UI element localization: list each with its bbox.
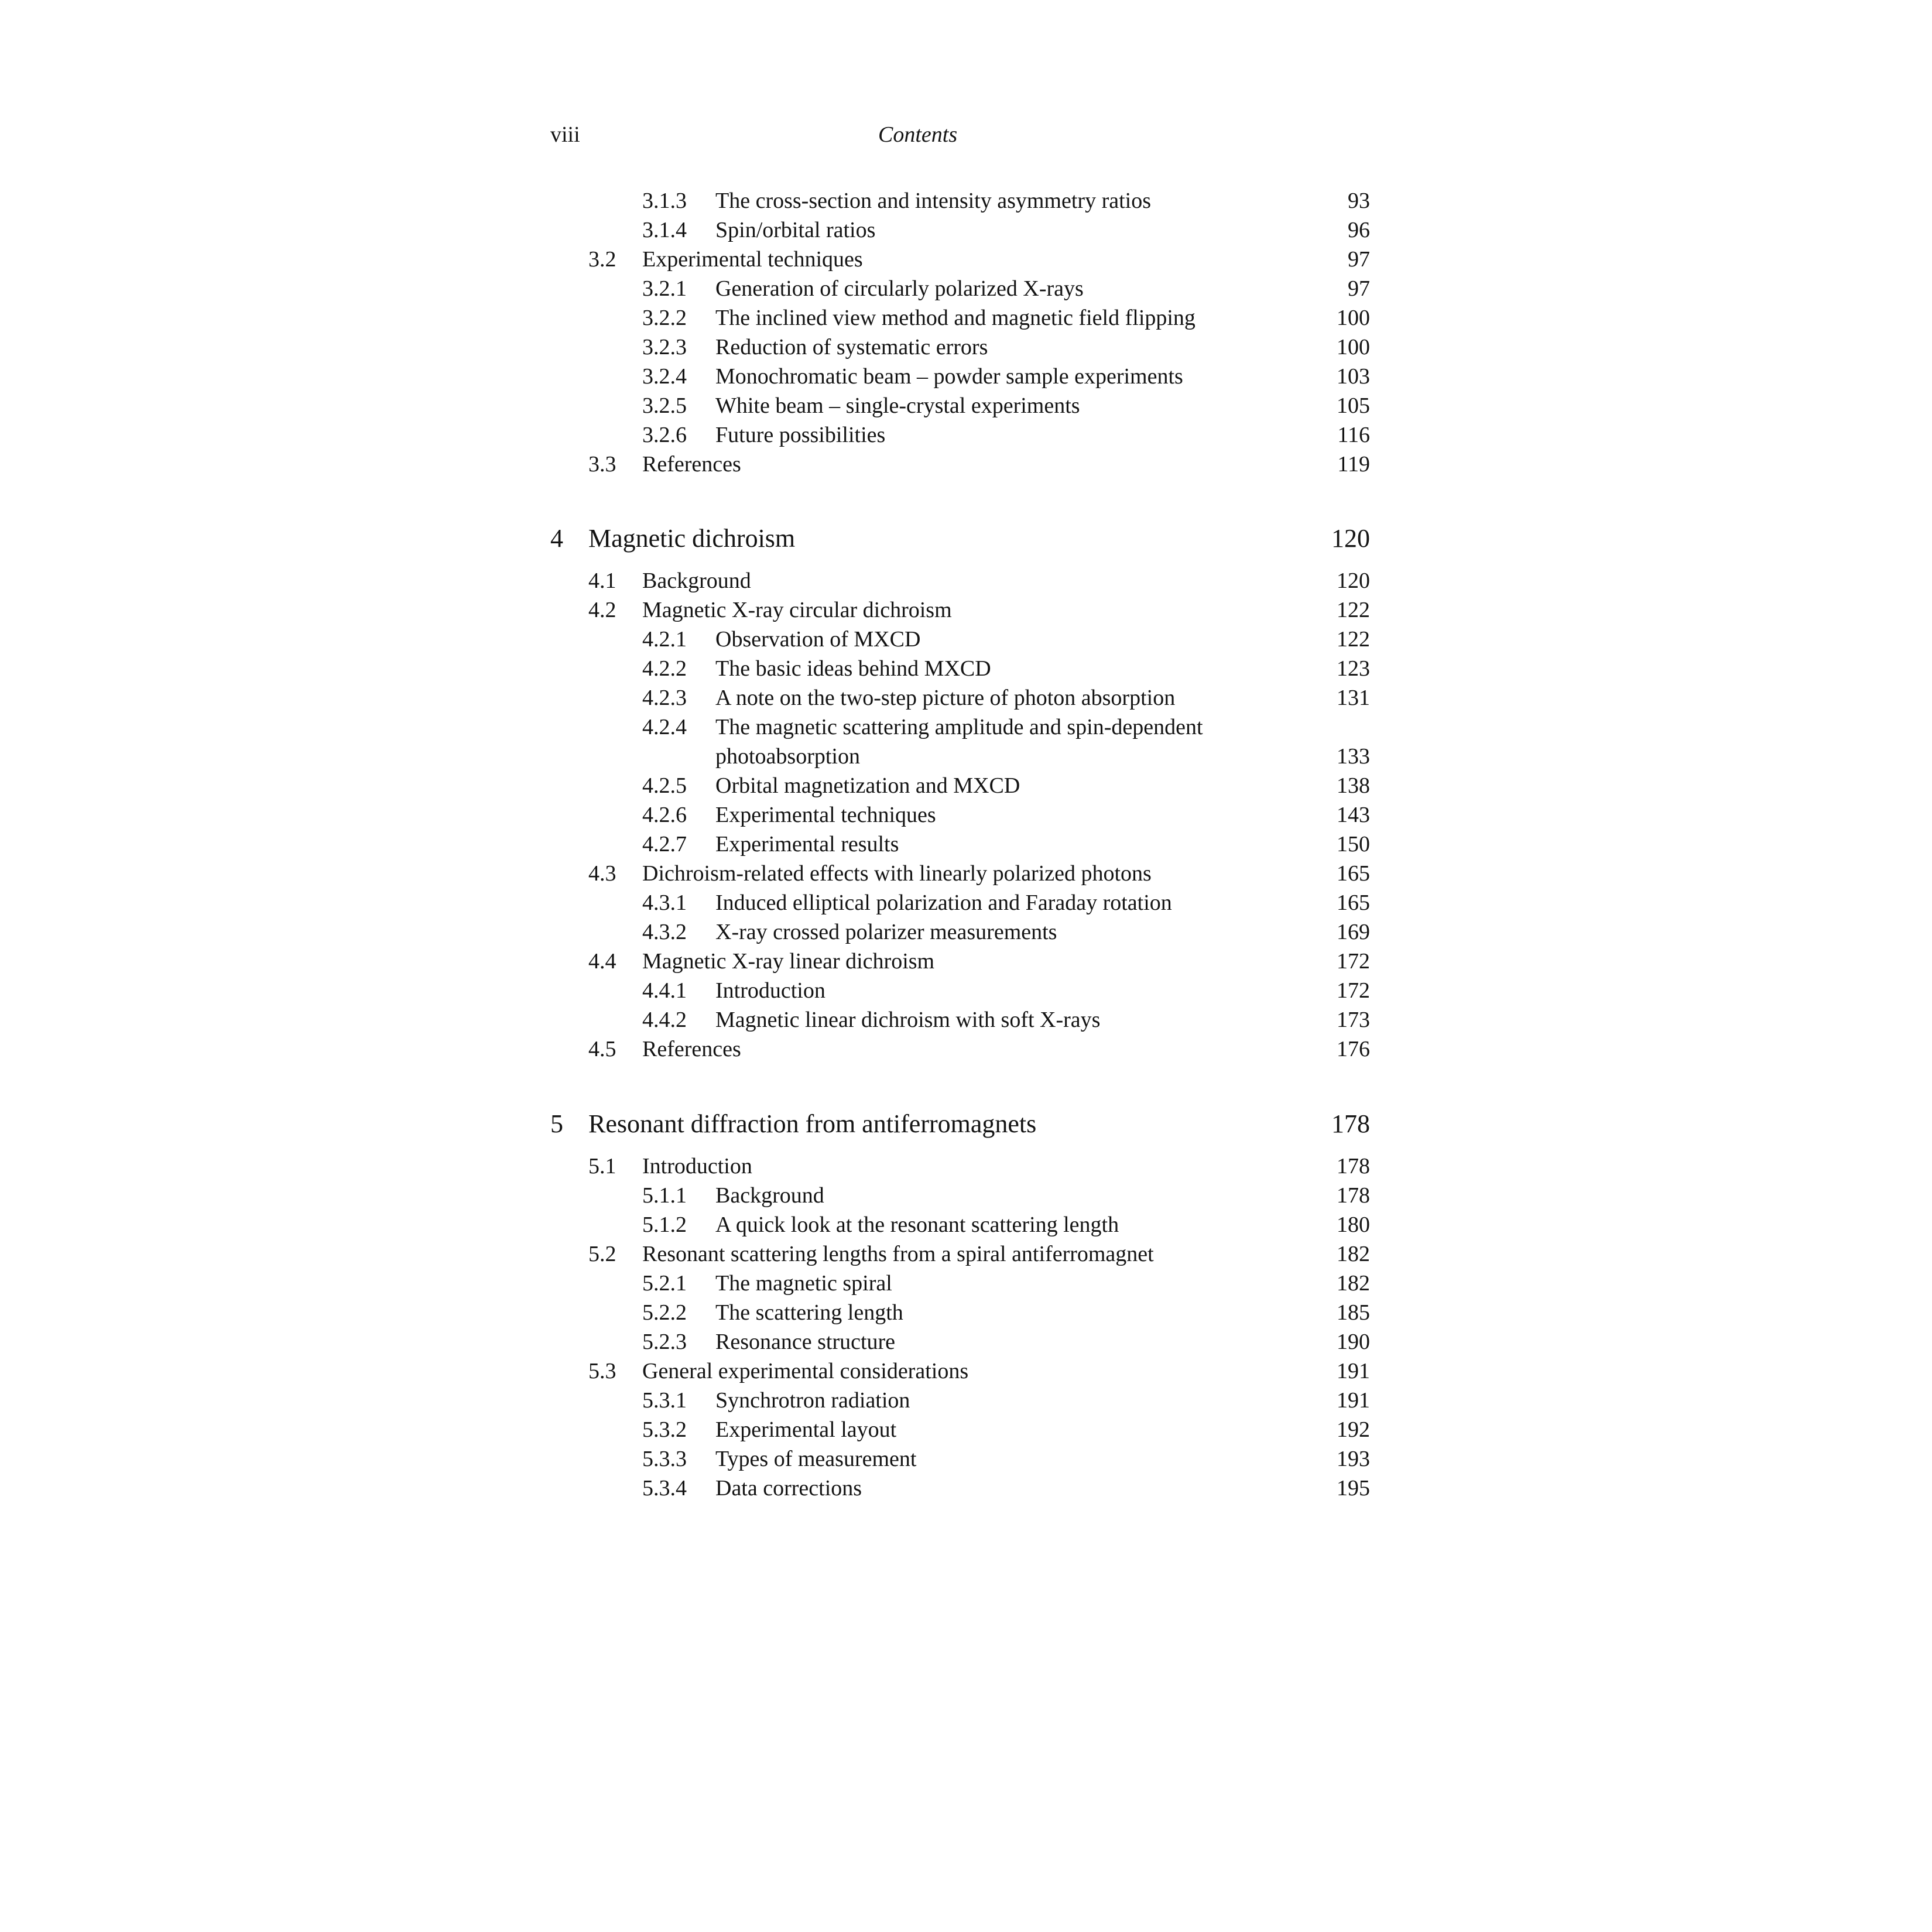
toc-number: 3.1.4 — [642, 218, 687, 242]
toc-entry — [0, 1327, 1932, 1356]
toc-number: 5.3.4 — [642, 1476, 687, 1501]
toc-page-number: 190 — [1337, 1330, 1370, 1354]
toc-page-number: 97 — [1348, 276, 1370, 301]
toc-entry — [0, 1444, 1932, 1474]
toc-number: 5.2.1 — [642, 1271, 687, 1296]
toc-title: Magnetic X-ray linear dichroism — [642, 949, 935, 974]
toc-number: 5.2 — [588, 1242, 616, 1266]
toc-entry — [0, 1210, 1932, 1239]
toc-number: 5.3.2 — [642, 1417, 687, 1442]
toc-page-number: 176 — [1337, 1037, 1370, 1061]
toc-title: Introduction — [642, 1154, 752, 1179]
toc-number: 3.2.6 — [642, 423, 687, 447]
toc-page-number: 100 — [1337, 335, 1370, 359]
toc-page-number: 120 — [1337, 568, 1370, 593]
toc-number: 3.3 — [588, 452, 616, 477]
toc-title: Resonant scattering lengths from a spiral antiferromagnet — [642, 1242, 1154, 1266]
toc-page-number: 178 — [1337, 1183, 1370, 1208]
toc-entry — [0, 947, 1932, 976]
toc-title: White beam – single-crystal experiments — [715, 393, 1080, 418]
toc-title: A note on the two-step picture of photon absorption — [715, 686, 1176, 710]
toc-page-number: 97 — [1348, 247, 1370, 272]
toc-number: 4.2.7 — [642, 832, 687, 857]
toc-entry — [0, 771, 1932, 800]
toc-page-number: 96 — [1348, 218, 1370, 242]
toc-entry — [0, 859, 1932, 888]
toc-entry — [0, 683, 1932, 712]
toc-title: The basic ideas behind MXCD — [715, 656, 991, 681]
toc-page-number: 192 — [1337, 1417, 1370, 1442]
toc-entry — [0, 917, 1932, 947]
toc-title: Dichroism-related effects with linearly polarized photons — [642, 861, 1152, 886]
toc-title: References — [642, 1037, 741, 1061]
toc-title: Introduction — [715, 978, 825, 1003]
toc-title: General experimental considerations — [642, 1359, 969, 1383]
toc-title: Experimental layout — [715, 1417, 897, 1442]
toc-entry — [0, 274, 1932, 303]
toc-number: 3.1.3 — [642, 189, 687, 213]
toc-number: 4.5 — [588, 1037, 616, 1061]
toc-page-number: 193 — [1337, 1447, 1370, 1471]
toc-title: Orbital magnetization and MXCD — [715, 773, 1020, 798]
toc-number: 5.1.1 — [642, 1183, 687, 1208]
toc-number: 4.4 — [588, 949, 616, 974]
toc-entry — [0, 1298, 1932, 1327]
toc-page-number: 178 — [1331, 1109, 1370, 1138]
toc-title: Experimental techniques — [715, 803, 936, 827]
toc-number: 4.2 — [588, 598, 616, 622]
toc-title: Synchrotron radiation — [715, 1388, 910, 1413]
toc-page-number: 195 — [1337, 1476, 1370, 1501]
toc-title: Reduction of systematic errors — [715, 335, 988, 359]
toc-page-number: 172 — [1337, 978, 1370, 1003]
toc-title: Induced elliptical polarization and Faraday rotation — [715, 890, 1172, 915]
toc-title: Observation of MXCD — [715, 627, 921, 652]
toc-page-number: 173 — [1337, 1008, 1370, 1032]
toc-entry — [0, 303, 1932, 333]
toc-page-number: 103 — [1337, 364, 1370, 389]
toc-page-number: 119 — [1337, 452, 1370, 477]
toc-entry — [0, 625, 1932, 654]
toc-title: X-ray crossed polarizer measurements — [715, 920, 1057, 944]
toc-entry — [0, 566, 1932, 595]
toc-entry — [0, 1269, 1932, 1298]
toc-page-number: 182 — [1337, 1242, 1370, 1266]
toc-page-number: 123 — [1337, 656, 1370, 681]
toc-entry — [0, 1474, 1932, 1503]
toc-number: 3.2.4 — [642, 364, 687, 389]
toc-title: Data corrections — [715, 1476, 862, 1501]
toc-entry — [0, 800, 1932, 830]
toc-page-number: 165 — [1337, 890, 1370, 915]
toc-title: Resonance structure — [715, 1330, 896, 1354]
toc-chapter — [0, 521, 1932, 556]
toc-page-number: 122 — [1337, 598, 1370, 622]
toc-number: 4.3 — [588, 861, 616, 886]
running-head: Contents — [878, 122, 958, 147]
toc-entry — [0, 215, 1932, 245]
toc-page-number: 131 — [1337, 686, 1370, 710]
toc-number: 3.2.5 — [642, 393, 687, 418]
toc-number: 5 — [550, 1109, 563, 1138]
toc-number: 5.2.3 — [642, 1330, 687, 1354]
toc-number: 4.2.6 — [642, 803, 687, 827]
toc-title: Magnetic X-ray circular dichroism — [642, 598, 952, 622]
toc-number: 3.2 — [588, 247, 616, 272]
toc-number: 4.4.2 — [642, 1008, 687, 1032]
toc-page-number: 122 — [1337, 627, 1370, 652]
toc-title: Generation of circularly polarized X-rays — [715, 276, 1084, 301]
toc-title: Background — [642, 568, 751, 593]
toc-page-number: 169 — [1337, 920, 1370, 944]
toc-number: 4.1 — [588, 568, 616, 593]
toc-entry — [0, 888, 1932, 917]
toc-page-number: 100 — [1337, 306, 1370, 330]
toc-entry — [0, 712, 1932, 771]
toc-title: The scattering length — [715, 1300, 903, 1325]
toc-number: 3.2.2 — [642, 306, 687, 330]
toc-entry — [0, 362, 1932, 391]
toc-title: Magnetic linear dichroism with soft X-rays — [715, 1008, 1101, 1032]
toc-page-number: 133 — [1337, 744, 1370, 769]
toc-chapter — [0, 1107, 1932, 1142]
toc-entry — [0, 420, 1932, 450]
toc-title: The magnetic scattering amplitude and spin-dependent photoabsorption — [715, 715, 1203, 769]
toc-page-number: 180 — [1337, 1212, 1370, 1237]
toc-entry — [0, 186, 1932, 215]
toc-page-number: 93 — [1348, 189, 1370, 213]
toc-page-number: 185 — [1337, 1300, 1370, 1325]
toc-entry — [0, 654, 1932, 683]
toc-page-number: 138 — [1337, 773, 1370, 798]
toc-title: Types of measurement — [715, 1447, 917, 1471]
toc-number: 5.2.2 — [642, 1300, 687, 1325]
toc-title: Experimental techniques — [642, 247, 863, 272]
page-folio: viii — [550, 122, 580, 147]
toc-entry — [0, 245, 1932, 274]
toc-title: Background — [715, 1183, 824, 1208]
toc-entry — [0, 1415, 1932, 1444]
toc-number: 5.1.2 — [642, 1212, 687, 1237]
toc-page-number: 191 — [1337, 1388, 1370, 1413]
toc-number: 5.3.1 — [642, 1388, 687, 1413]
toc-entry — [0, 450, 1932, 479]
toc-page-number: 191 — [1337, 1359, 1370, 1383]
toc-number: 4.2.5 — [642, 773, 687, 798]
toc-title: The cross-section and intensity asymmetry ratios — [715, 189, 1151, 213]
toc-title: References — [642, 452, 741, 477]
toc-number: 5.1 — [588, 1154, 616, 1179]
toc-entry — [0, 1181, 1932, 1210]
toc-title: Resonant diffraction from antiferromagnets — [588, 1109, 1037, 1138]
toc-title: The inclined view method and magnetic field flipping — [715, 306, 1195, 330]
toc-entry — [0, 1005, 1932, 1034]
toc-page-number: 105 — [1337, 393, 1370, 418]
toc-number: 4.2.2 — [642, 656, 687, 681]
page-header — [550, 117, 1370, 152]
toc-title: Magnetic dichroism — [588, 524, 796, 553]
toc-entry — [0, 391, 1932, 420]
toc-number: 5.3 — [588, 1359, 616, 1383]
toc-number: 3.2.3 — [642, 335, 687, 359]
toc-title: Monochromatic beam – powder sample experiments — [715, 364, 1183, 389]
toc-number: 4.2.4 — [642, 715, 687, 739]
toc-entry — [0, 1386, 1932, 1415]
toc-entry — [0, 595, 1932, 625]
toc-number: 4 — [550, 524, 563, 553]
toc-title: The magnetic spiral — [715, 1271, 892, 1296]
toc-number: 4.3.1 — [642, 890, 687, 915]
toc-page-number: 120 — [1331, 524, 1370, 553]
toc-page-number: 178 — [1337, 1154, 1370, 1179]
toc-page-number: 116 — [1337, 423, 1370, 447]
toc-title: Future possibilities — [715, 423, 886, 447]
toc-entry — [0, 976, 1932, 1005]
toc-number: 4.4.1 — [642, 978, 687, 1003]
toc-title: Experimental results — [715, 832, 899, 857]
toc-title: A quick look at the resonant scattering length — [715, 1212, 1119, 1237]
toc-page-number: 150 — [1337, 832, 1370, 857]
toc-page-number: 172 — [1337, 949, 1370, 974]
toc-page-number: 165 — [1337, 861, 1370, 886]
toc-number: 4.2.3 — [642, 686, 687, 710]
toc-entry — [0, 1239, 1932, 1269]
toc-title: Spin/orbital ratios — [715, 218, 876, 242]
toc-number: 4.2.1 — [642, 627, 687, 652]
toc-page-number: 143 — [1337, 803, 1370, 827]
toc-entry — [0, 1152, 1932, 1181]
toc-number: 5.3.3 — [642, 1447, 687, 1471]
toc-entry — [0, 333, 1932, 362]
toc-entry — [0, 1034, 1932, 1064]
toc-entry — [0, 1356, 1932, 1386]
toc-page-number: 182 — [1337, 1271, 1370, 1296]
toc-number: 4.3.2 — [642, 920, 687, 944]
toc-number: 3.2.1 — [642, 276, 687, 301]
toc-entry — [0, 830, 1932, 859]
